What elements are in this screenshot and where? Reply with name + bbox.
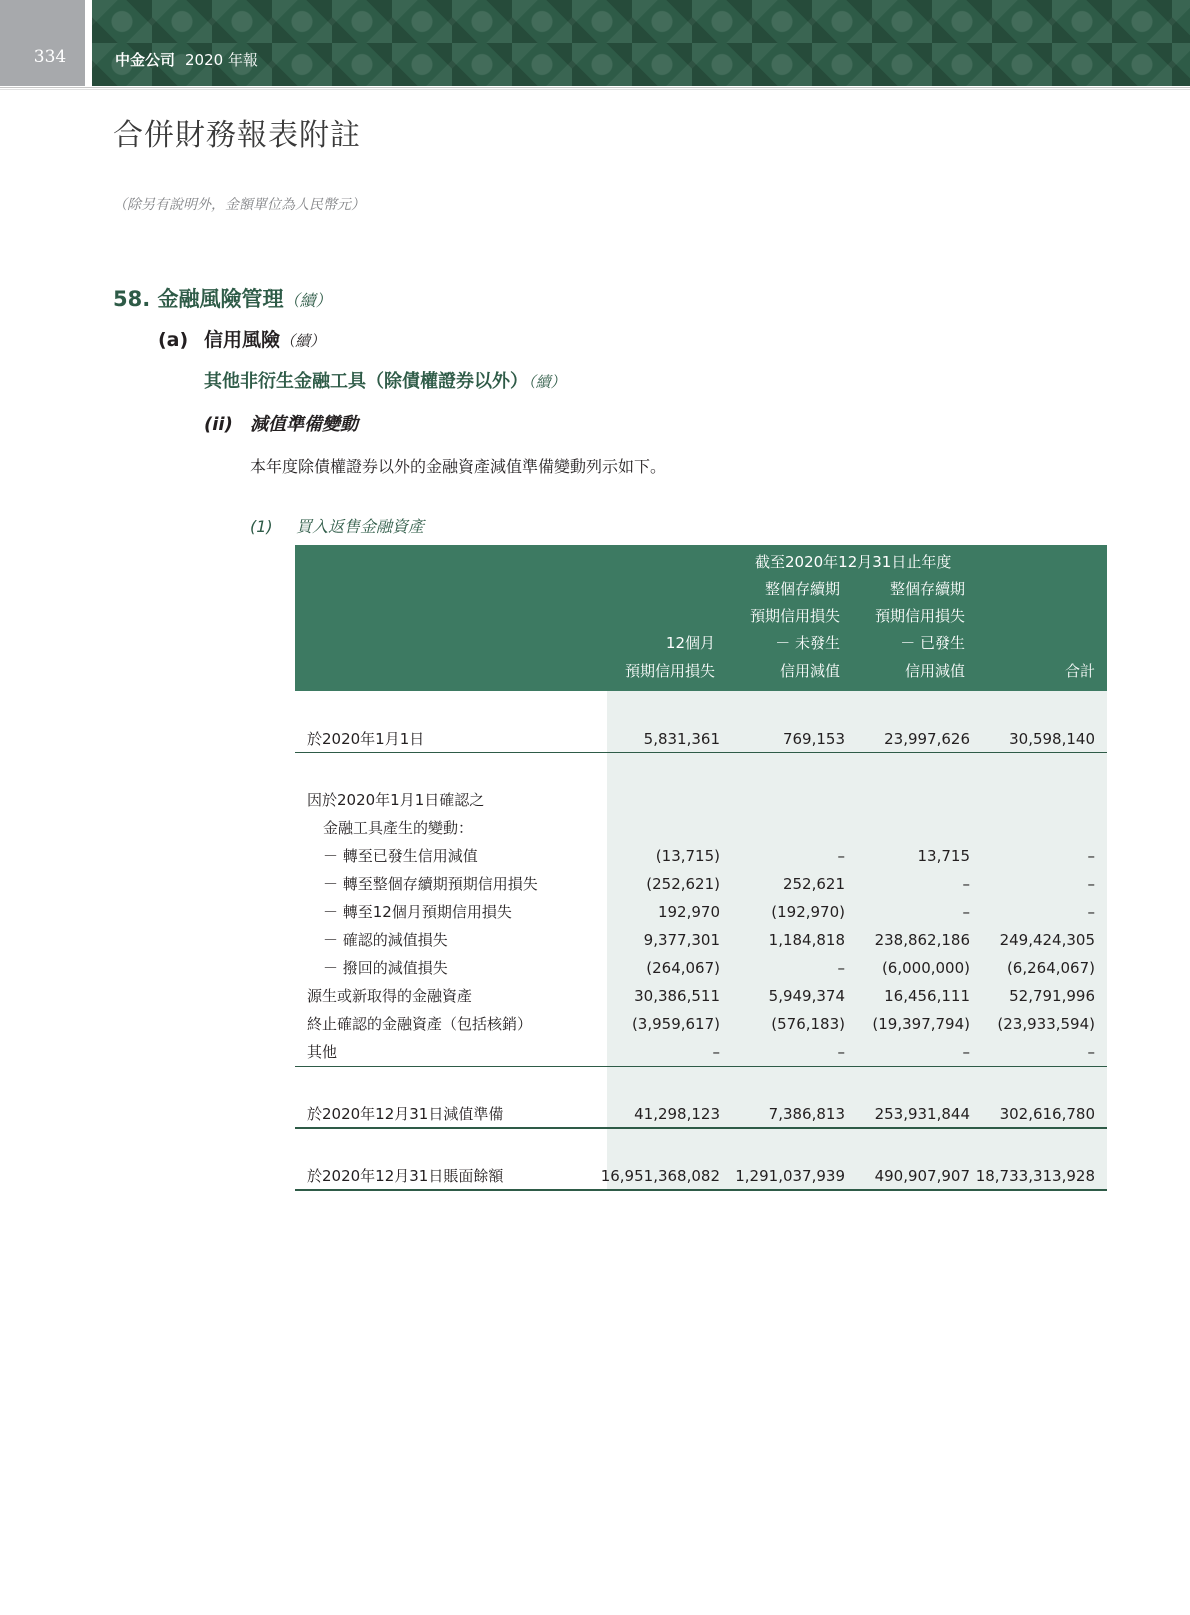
section-58-heading xyxy=(113,283,332,313)
section-1-label: (1) xyxy=(250,517,273,536)
row-label: 於2020年1月1日 xyxy=(307,730,425,748)
cell-lifetime-not-impaired: – xyxy=(837,1043,845,1061)
header-pattern-band xyxy=(92,0,1190,86)
cell-total: – xyxy=(1087,903,1095,921)
cell-lifetime-not-impaired: 1,291,037,939 xyxy=(735,1167,845,1185)
cell-lifetime-not-impaired: (192,970) xyxy=(771,903,845,921)
row-divider xyxy=(295,752,1107,753)
cell-12m: (264,067) xyxy=(646,959,720,977)
cell-lifetime-impaired: 13,715 xyxy=(917,847,970,865)
row-divider xyxy=(295,1066,1107,1067)
row-label: － 轉至12個月預期信用損失 xyxy=(323,903,512,921)
table-row xyxy=(295,1100,1107,1128)
row-label: － 確認的減值損失 xyxy=(323,931,448,949)
cell-lifetime-not-impaired: 252,621 xyxy=(782,875,845,893)
cell-12m: – xyxy=(712,1043,720,1061)
impairment-table xyxy=(295,545,1107,1185)
table-row xyxy=(295,982,1107,1010)
cell-lifetime-not-impaired: 5,949,374 xyxy=(768,987,845,1005)
col2-line2: 預期信用損失 xyxy=(749,607,840,625)
row-label: 其他 xyxy=(307,1043,338,1061)
cell-12m: 16,951,368,082 xyxy=(600,1167,720,1185)
cell-12m: (252,621) xyxy=(646,875,720,893)
cell-lifetime-not-impaired: (576,183) xyxy=(771,1015,845,1033)
col3-line1: 整個存續期 xyxy=(889,580,965,598)
row-label: 源生或新取得的金融資產 xyxy=(307,987,473,1005)
table-row xyxy=(295,1038,1107,1066)
row-label: － 轉至已發生信用減值 xyxy=(323,847,478,865)
col2-line1: 整個存續期 xyxy=(764,580,840,598)
table-row xyxy=(295,725,1107,753)
col3-line2: 預期信用損失 xyxy=(874,607,965,625)
row-divider xyxy=(295,1127,1107,1129)
table-row xyxy=(295,786,1107,814)
cell-lifetime-impaired: 253,931,844 xyxy=(874,1105,970,1123)
company-name: 中金公司 xyxy=(115,51,176,69)
table-row xyxy=(295,814,1107,842)
subsection-cont: （續） xyxy=(528,373,566,391)
cell-lifetime-impaired: 23,997,626 xyxy=(884,730,970,748)
subsection-title: 其他非衍生金融工具（除債權證券以外） xyxy=(204,371,528,392)
header-rule xyxy=(0,87,1190,90)
row-label: 因於2020年1月1日確認之 xyxy=(307,791,485,809)
cell-total: 249,424,305 xyxy=(999,931,1095,949)
col1-line2: 預期信用損失 xyxy=(624,662,715,680)
cell-12m: 192,970 xyxy=(657,903,720,921)
section-ii-heading xyxy=(204,410,358,436)
cell-total: 18,733,313,928 xyxy=(975,1167,1095,1185)
cell-total: 30,598,140 xyxy=(1009,730,1095,748)
cell-lifetime-impaired: – xyxy=(962,875,970,893)
cell-lifetime-not-impaired: 1,184,818 xyxy=(768,931,845,949)
table-row xyxy=(295,870,1107,898)
table-row xyxy=(295,842,1107,870)
section-58-number: 58. xyxy=(113,287,151,311)
cell-lifetime-impaired: (6,000,000) xyxy=(881,959,970,977)
row-label: － 轉至整個存續期預期信用損失 xyxy=(323,875,538,893)
intro-paragraph: 本年度除債權證券以外的金融資產減值準備變動列示如下。 xyxy=(250,457,667,476)
cell-12m: 9,377,301 xyxy=(643,931,720,949)
page-title: 合併財務報表附註 xyxy=(113,118,361,153)
section-ii-label: (ii) xyxy=(204,414,233,435)
col4-line1: 合計 xyxy=(1064,662,1095,680)
section-58-title: 金融風險管理 xyxy=(157,287,284,311)
row-label: － 撥回的減值損失 xyxy=(323,959,448,977)
cell-lifetime-not-impaired: 769,153 xyxy=(782,730,845,748)
cell-12m: (13,715) xyxy=(655,847,720,865)
row-label: 於2020年12月31日減值準備 xyxy=(307,1105,504,1123)
row-label: 於2020年12月31日賬面餘額 xyxy=(307,1167,504,1185)
cell-12m: 30,386,511 xyxy=(634,987,720,1005)
header-title xyxy=(115,49,258,70)
col1-line1: 12個月 xyxy=(665,634,715,652)
table-row xyxy=(295,954,1107,982)
col2-line3: － 未發生 xyxy=(775,634,840,652)
table-row xyxy=(295,898,1107,926)
table-bottom-rule xyxy=(295,1189,1107,1191)
cell-lifetime-impaired: 16,456,111 xyxy=(884,987,970,1005)
row-label: 終止確認的金融資產（包括核銷） xyxy=(307,1015,533,1033)
cell-lifetime-impaired: 490,907,907 xyxy=(874,1167,970,1185)
report-year: 2020 年報 xyxy=(185,51,258,69)
section-1-title: 買入返售金融資產 xyxy=(296,517,425,536)
cell-12m: 5,831,361 xyxy=(643,730,720,748)
cell-lifetime-impaired: 238,862,186 xyxy=(874,931,970,949)
cell-lifetime-not-impaired: – xyxy=(837,959,845,977)
cell-total: – xyxy=(1087,847,1095,865)
page-number-box xyxy=(0,0,85,86)
cell-lifetime-impaired: – xyxy=(962,903,970,921)
section-58-cont: （續） xyxy=(283,291,332,310)
cell-total: – xyxy=(1087,875,1095,893)
table-row xyxy=(295,1162,1107,1190)
subsection-heading xyxy=(204,367,566,393)
col3-line3: － 已發生 xyxy=(900,634,965,652)
table-row xyxy=(295,926,1107,954)
section-1-heading xyxy=(250,514,424,537)
col2-line4: 信用減值 xyxy=(779,662,840,680)
section-a-label: (a) xyxy=(158,329,189,351)
period-header: 截至2020年12月31日止年度 xyxy=(755,553,952,571)
unit-note: （除另有說明外，金額單位為人民幣元） xyxy=(113,197,365,213)
section-ii-title: 減值準備變動 xyxy=(250,414,358,435)
cell-total: – xyxy=(1087,1043,1095,1061)
col3-line4: 信用減值 xyxy=(904,662,965,680)
section-a-cont: （續） xyxy=(280,332,326,350)
cell-lifetime-impaired: – xyxy=(962,1043,970,1061)
cell-lifetime-impaired: (19,397,794) xyxy=(872,1015,970,1033)
cell-total: (6,264,067) xyxy=(1006,959,1095,977)
cell-12m: (3,959,617) xyxy=(631,1015,720,1033)
table-header xyxy=(295,545,1107,691)
cell-total: 52,791,996 xyxy=(1009,987,1095,1005)
section-a-title: 信用風險 xyxy=(204,329,281,351)
cell-12m: 41,298,123 xyxy=(634,1105,720,1123)
cell-total: (23,933,594) xyxy=(997,1015,1095,1033)
section-a-heading xyxy=(158,325,325,352)
table-row xyxy=(295,1010,1107,1038)
cell-lifetime-not-impaired: 7,386,813 xyxy=(768,1105,845,1123)
row-label: 金融工具產生的變動： xyxy=(323,819,474,837)
cell-total: 302,616,780 xyxy=(999,1105,1095,1123)
page-number: 334 xyxy=(33,47,67,67)
cell-lifetime-not-impaired: – xyxy=(837,847,845,865)
